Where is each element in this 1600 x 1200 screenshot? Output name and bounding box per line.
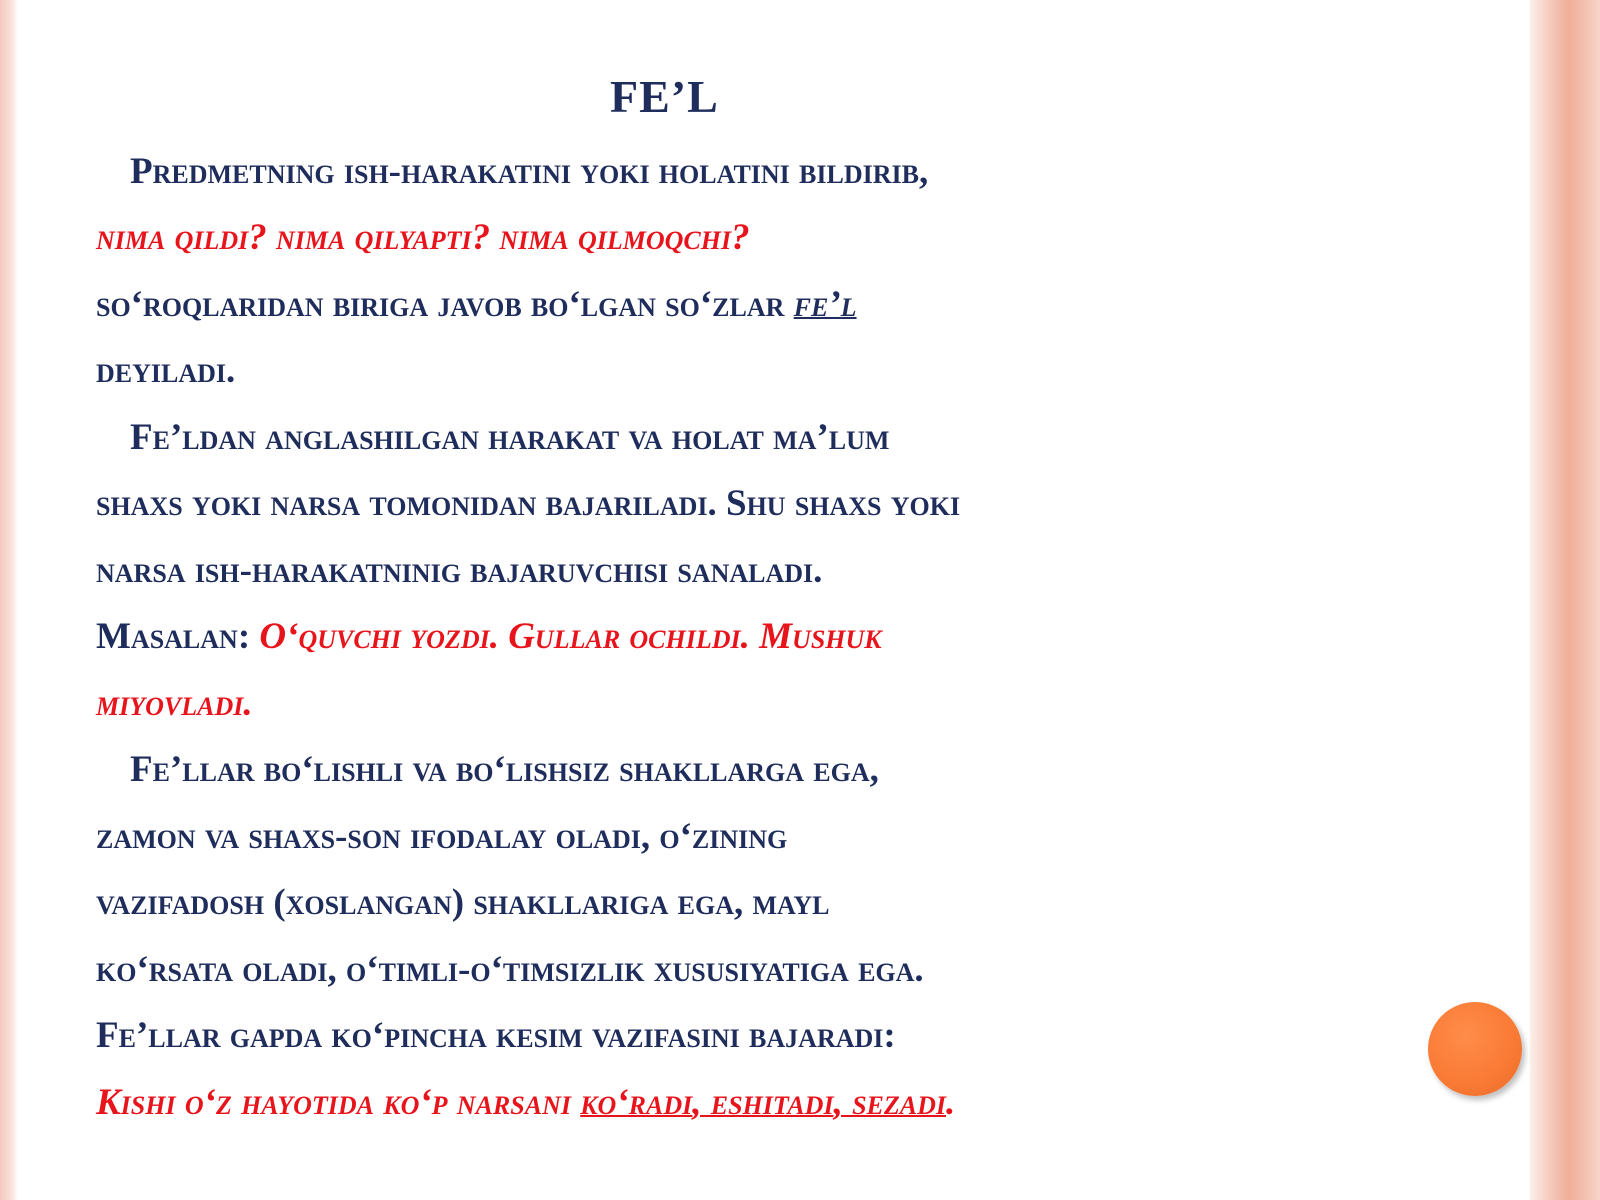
p2-line1 bbox=[96, 405, 1536, 472]
p3-text-1: Fe’llar bo‘lishli va bo‘lishsiz shakllarga ega, bbox=[130, 749, 879, 790]
p2-line2: shaxs yoki narsa tomonidan bajariladi. Shu shaxs yoki bbox=[96, 483, 961, 524]
example-red-underlined: ko‘radi, eshitadi, sezadi bbox=[580, 1081, 946, 1123]
slide-body bbox=[96, 72, 1536, 1136]
title-spacer bbox=[96, 72, 1536, 139]
right-edge-decoration bbox=[1530, 0, 1600, 1200]
p2-line4 bbox=[96, 604, 1536, 671]
left-edge-decoration bbox=[0, 0, 18, 1200]
p3-line4: ko‘rsata oladi, o‘timli-o‘timsizlik xususiyatiga ega. bbox=[96, 948, 924, 990]
orange-circle-decoration bbox=[1428, 1002, 1522, 1096]
p2-line3: narsa ish-harakatninig bajaruvchisi sanaladi. bbox=[96, 549, 823, 591]
term-fel: fe’l bbox=[793, 283, 857, 325]
p1-line4: deyiladi. bbox=[96, 350, 236, 391]
example-red-end: . bbox=[945, 1081, 956, 1123]
p3-line2: zamon va shaxs-son ifodalay oladi, o‘zining bbox=[96, 815, 788, 857]
example-red-1: O‘quvchi yozdi. Gullar ochildi. Mushuk bbox=[259, 616, 882, 657]
p3-line1 bbox=[96, 737, 1536, 804]
p1-line3 bbox=[96, 272, 1536, 339]
example-label: Masalan: bbox=[96, 616, 260, 657]
p3-line3: vazifadosh (xoslangan) shakllariga ega, mayl bbox=[96, 882, 830, 923]
p3-line6 bbox=[96, 1070, 1536, 1137]
p1-text-1: Predmetning ish-harakatini yoki holatini bildirib, bbox=[130, 150, 929, 192]
example-red-2: Kishi o‘z hayotida ko‘p narsani bbox=[96, 1081, 581, 1123]
p2-text-1: Fe’ldan anglashilgan harakat va holat ma’lum bbox=[130, 416, 890, 458]
p1-text-3: so‘roqlaridan biriga javob bo‘lgan so‘zlar bbox=[96, 283, 794, 325]
p1-line1 bbox=[96, 139, 1536, 206]
p2-line5: miyovladi. bbox=[96, 682, 253, 724]
p3-line5: Fe’llar gapda ko‘pincha kesim vazifasini bajaradi: bbox=[96, 1015, 896, 1056]
slide-title: FE’L bbox=[610, 71, 719, 122]
p1-line2-questions: nima qildi? nima qilyapti? nima qilmoqchi? bbox=[96, 217, 750, 258]
